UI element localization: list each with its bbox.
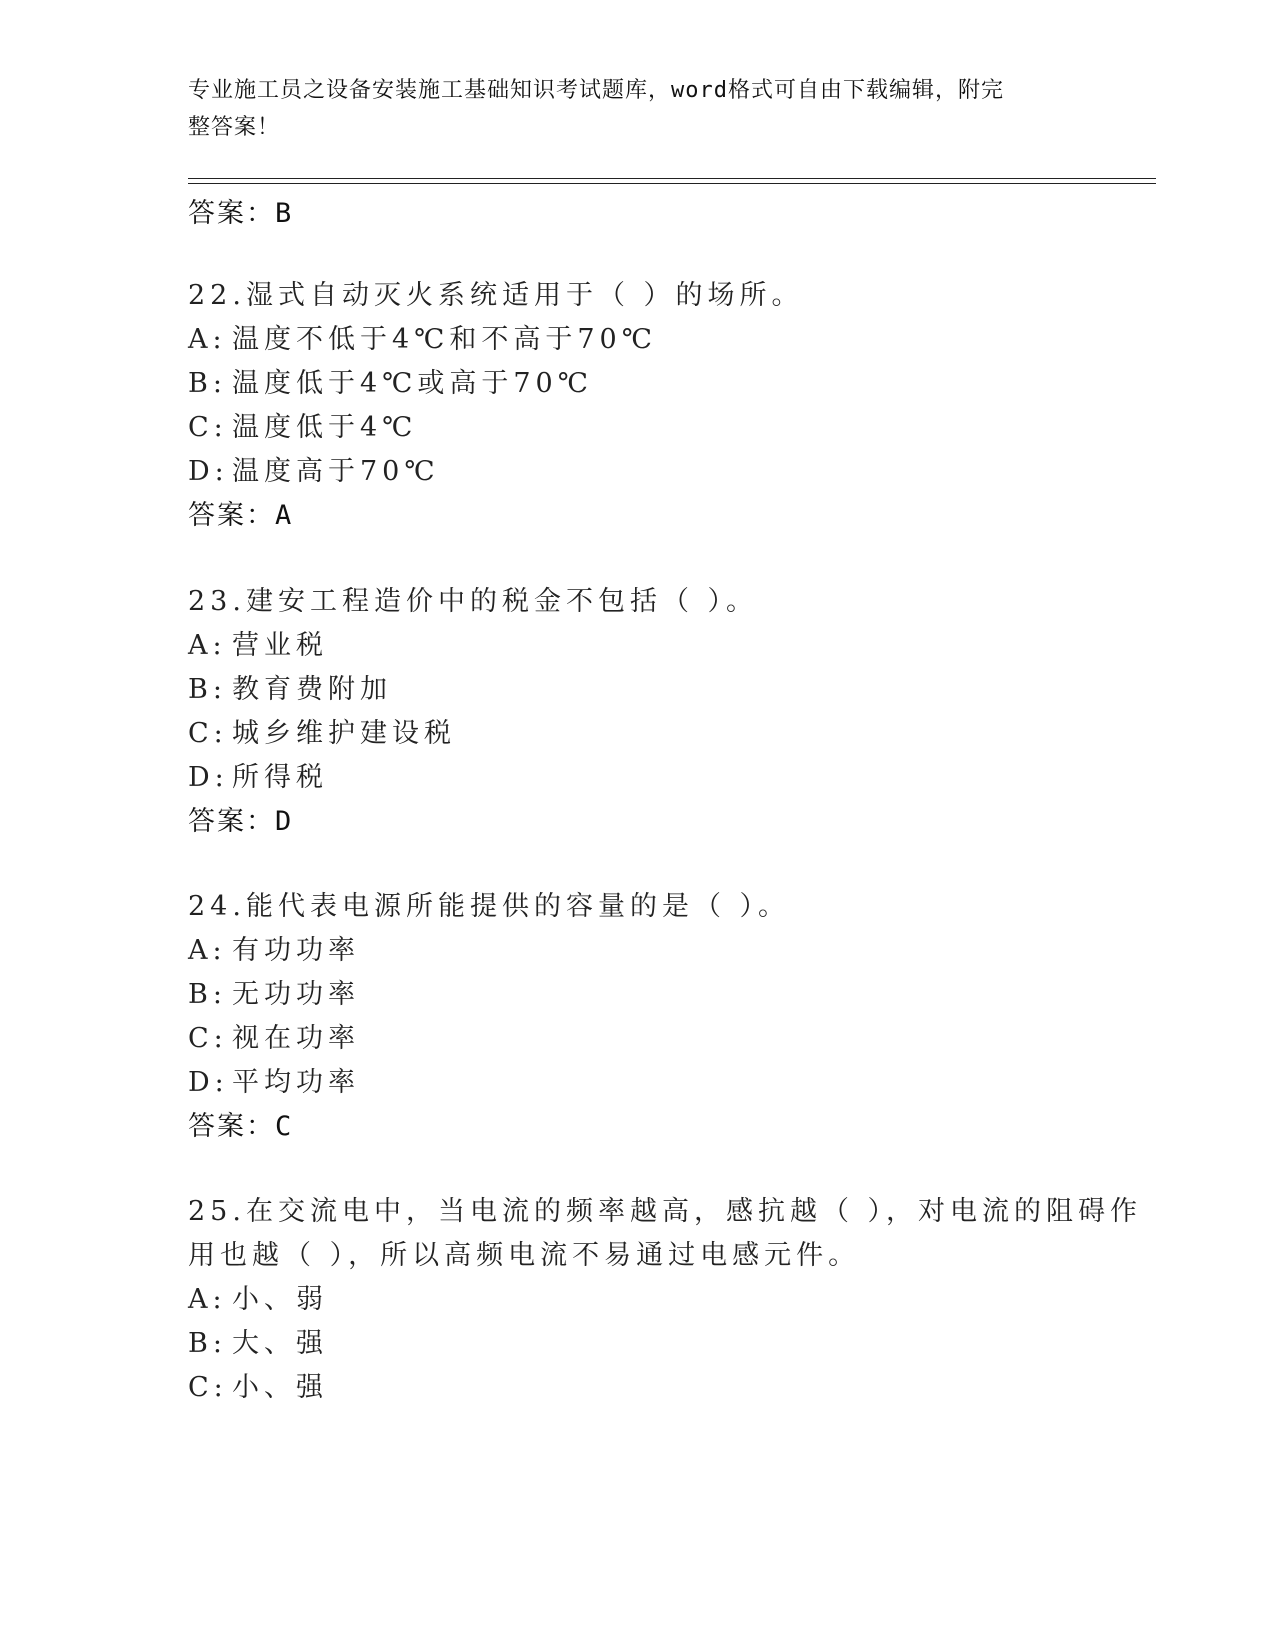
answer-23: 答案：D [188, 806, 294, 837]
question-25-stem-line-1: 25.在交流电中，当电流的频率越高，感抗越（ ），对电流的阻碍作 [188, 1196, 1143, 1227]
option-text: 教育费附加 [232, 674, 392, 705]
answer-22: 答案：A [188, 500, 294, 531]
option-23-c [188, 711, 456, 750]
header-divider [188, 178, 1156, 184]
question-25-stem-line-2: 用也越（ ），所以高频电流不易通过电感元件。 [188, 1240, 861, 1271]
header-line-1: 专业施工员之设备安装施工基础知识考试题库，word格式可自由下载编辑，附完 [188, 78, 1004, 103]
option-letter: C: [188, 718, 228, 749]
option-text: 视在功率 [232, 1023, 360, 1054]
option-text: 平均功率 [232, 1067, 360, 1098]
option-22-b [188, 361, 593, 400]
option-letter: D: [188, 456, 229, 487]
question-23-stem: 23.建安工程造价中的税金不包括（ ）。 [188, 586, 759, 617]
question-24-stem: 24.能代表电源所能提供的容量的是（ ）。 [188, 891, 791, 922]
option-letter: D: [188, 762, 229, 793]
option-text: 小、弱 [232, 1284, 328, 1315]
option-text: 营业税 [232, 630, 328, 661]
option-text: 所得税 [232, 762, 328, 793]
question-22-stem: 22.湿式自动灭火系统适用于（ ）的场所。 [188, 280, 804, 311]
option-22-a [188, 317, 657, 356]
option-24-d [188, 1060, 360, 1099]
option-24-a [188, 928, 360, 967]
option-23-d [188, 755, 328, 794]
option-letter: A: [188, 1284, 227, 1315]
header-line-2: 整答案！ [188, 115, 281, 140]
option-text: 城乡维护建设税 [232, 718, 456, 749]
option-letter: B: [188, 979, 227, 1010]
option-text: 无功功率 [232, 979, 360, 1010]
option-text: 温度低于4℃或高于70℃ [232, 368, 593, 399]
option-25-c [188, 1365, 328, 1404]
option-letter: D: [188, 1067, 229, 1098]
option-letter: C: [188, 1372, 228, 1403]
answer-24: 答案：C [188, 1111, 294, 1142]
answer-prev: 答案：B [188, 198, 294, 229]
option-text: 温度不低于4℃和不高于70℃ [232, 324, 657, 355]
option-text: 温度高于70℃ [232, 456, 440, 487]
option-25-a [188, 1277, 328, 1316]
option-letter: C: [188, 412, 228, 443]
option-23-a [188, 623, 328, 662]
option-22-d [188, 449, 440, 488]
document-header [188, 72, 1068, 146]
option-25-b [188, 1321, 328, 1360]
option-24-b [188, 972, 360, 1011]
option-24-c [188, 1016, 360, 1055]
option-letter: A: [188, 935, 227, 966]
option-text: 小、强 [232, 1372, 328, 1403]
option-22-c [188, 405, 417, 444]
option-letter: B: [188, 368, 227, 399]
option-text: 大、强 [232, 1328, 328, 1359]
option-23-b [188, 667, 392, 706]
option-letter: A: [188, 324, 227, 355]
option-text: 温度低于4℃ [232, 412, 418, 443]
option-letter: C: [188, 1023, 228, 1054]
option-text: 有功功率 [232, 935, 360, 966]
option-letter: B: [188, 1328, 227, 1359]
option-letter: A: [188, 630, 227, 661]
option-letter: B: [188, 674, 227, 705]
